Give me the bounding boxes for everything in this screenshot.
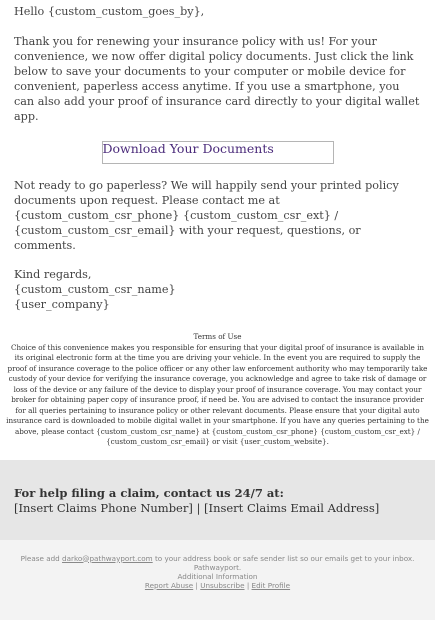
additional-information: Additional Information: [177, 571, 258, 581]
terms-title: Terms of Use: [193, 332, 242, 341]
email-footer: [0, 540, 435, 620]
intro-paragraph: Thank you for renewing your insurance policy with us! For your convenience, we now offer digital policy documents. Just click the link below to save your documents to your computer or mobile device for convenient, paperless access anytime. If you use a smartphone, you can also add your proof of insurance card directly to your digital wallet app.: [14, 35, 420, 123]
footer-separator: |: [244, 580, 252, 590]
report-abuse-link[interactable]: Report Abuse: [144, 580, 194, 590]
download-documents-label: Download Your Documents: [102, 141, 274, 156]
sender-email-link[interactable]: darko@pathwayport.com: [62, 553, 153, 563]
safe-sender-prefix: Please add: [20, 553, 63, 563]
safe-sender-notice: [0, 554, 435, 572]
terms-body: Choice of this convenience makes you responsible for ensuring that your digital proof of insurance is available in its original electronic form at the time you are driving your vehicle. In the event you are required to supply the proof of insurance coverage to the police officer or any other law enforcement authority who may temporarily take custody of your device for verifying the insurance coverage, you acknowledge and agree to take risk of damage or loss of the device or any failure of the device to display your proof of insurance coverage. You may contact your broker for obtaining paper copy of insurance proof, if need be. You are advised to contact the insurance provider for all queries pertaining to insurance policy or other relevant documents. Please ensure that your digital auto insurance card is downloaded to mobile digital wallet in your smartphone. If you have any queries pertaining to the above, please contact {custom_custom_csr_name} at {custom_custom_csr_phone} {custom_custom_csr_ext} / {custom_custom_csr_email} or visit {user_custom_website}.: [6, 342, 429, 446]
footer-links: [0, 581, 435, 590]
claims-help-title: For help filing a claim, contact us 24/7 at:: [14, 485, 284, 500]
download-documents-button[interactable]: [102, 141, 334, 164]
edit-profile-link[interactable]: Edit Profile: [251, 580, 291, 590]
unsubscribe-link[interactable]: Unsubscribe: [200, 580, 245, 590]
closing-text: Kind regards,: [14, 268, 92, 281]
download-button-container: [14, 138, 421, 164]
footer-separator: |: [193, 580, 201, 590]
greeting-text: Hello {custom_custom_goes_by},: [14, 5, 205, 18]
claims-contacts: [Insert Claims Phone Number] | [Insert Claims Email Address]: [14, 500, 380, 515]
company-name: {user_company}: [14, 298, 110, 311]
csr-name: {custom_custom_csr_name}: [14, 283, 176, 296]
signature-block: [14, 267, 421, 312]
claims-help-section: [0, 460, 435, 540]
safe-sender-suffix: to your address book or safe sender list so our emails get to your inbox. Pathwayport.: [152, 553, 415, 572]
terms-of-use: [0, 312, 435, 448]
paperless-paragraph: Not ready to go paperless? We will happily send your printed policy documents upon request. Please contact me at {custom_custom_csr_phone} {custom_custom_csr_ext} / {custom_custom_csr_email} with your request, questions, or comments.: [14, 179, 399, 252]
